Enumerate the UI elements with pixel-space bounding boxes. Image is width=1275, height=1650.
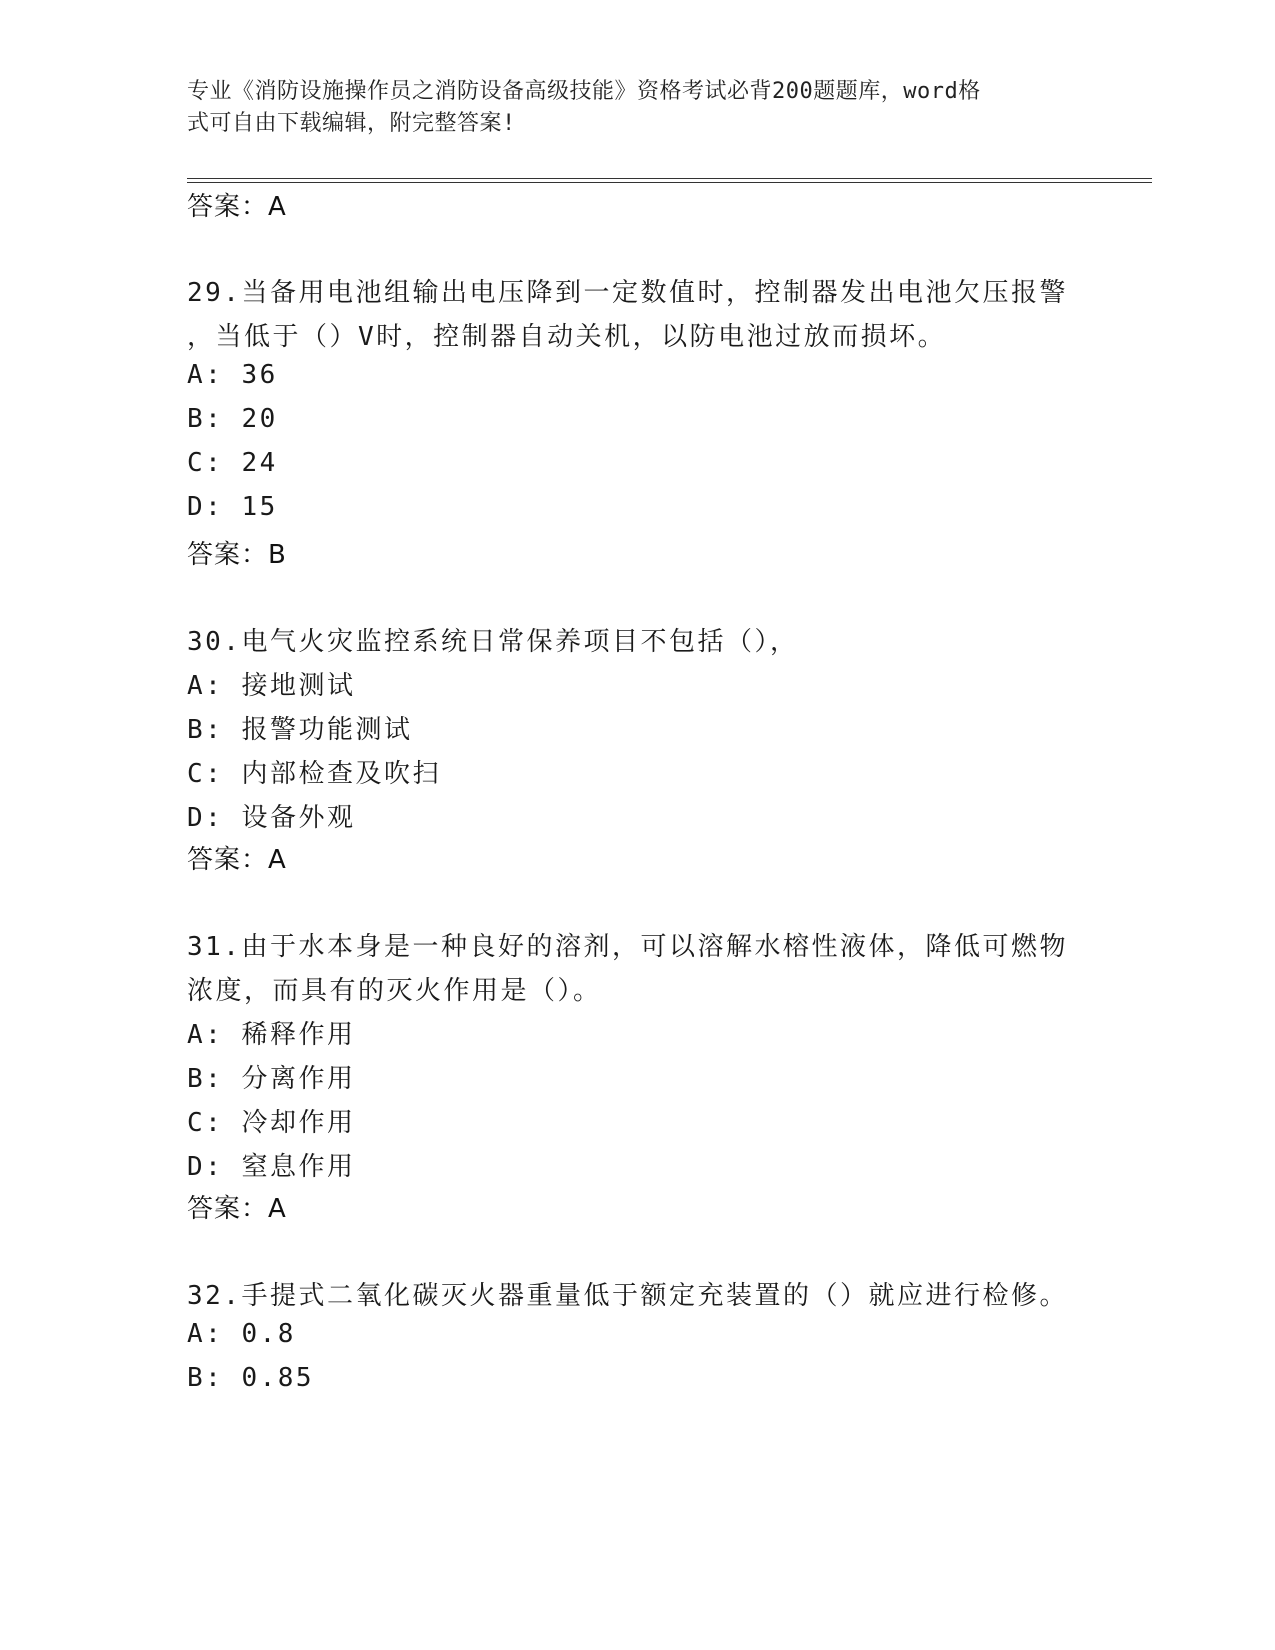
document-header <box>187 76 1067 140</box>
header-divider-top <box>187 178 1152 179</box>
question-stem-line: 32.手提式二氧化碳灭火器重量低于额定充装置的（）就应进行检修。 <box>187 1281 1068 1311</box>
option-b: B: 20 <box>187 404 278 434</box>
answer-line: 答案：A <box>187 1194 287 1224</box>
answer-line: 答案：A <box>187 845 287 875</box>
question-stem-line: 31.由于水本身是一种良好的溶剂，可以溶解水榕性液体，降低可燃物 <box>187 932 1068 962</box>
question-stem-line: 浓度，而具有的灭火作用是（）。 <box>187 976 602 1006</box>
question-stem-line: ，当低于（）V时，控制器自动关机，以防电池过放而损坏。 <box>187 322 947 352</box>
option-d: D: 设备外观 <box>187 803 356 833</box>
option-b: B: 报警功能测试 <box>187 715 413 745</box>
option-b: B: 0.85 <box>187 1363 315 1393</box>
option-c: C: 冷却作用 <box>187 1108 356 1138</box>
option-d: D: 15 <box>187 492 278 522</box>
header-divider-bottom <box>187 182 1152 183</box>
option-a: A: 接地测试 <box>187 671 356 701</box>
option-c: C: 24 <box>187 448 278 478</box>
question-stem-line: 29.当备用电池组输出电压降到一定数值时，控制器发出电池欠压报警 <box>187 278 1068 308</box>
option-a: A: 0.8 <box>187 1319 296 1349</box>
option-b: B: 分离作用 <box>187 1064 356 1094</box>
question-stem-line: 30.电气火灾监控系统日常保养项目不包括（）， <box>187 627 799 657</box>
answer-line: 答案：A <box>187 192 287 222</box>
option-a: A: 36 <box>187 360 278 390</box>
answer-line: 答案：B <box>187 540 287 570</box>
header-line-1: 专业《消防设施操作员之消防设备高级技能》资格考试必背200题题库，word格 <box>187 79 981 104</box>
option-d: D: 窒息作用 <box>187 1152 356 1182</box>
header-line-2: 式可自由下载编辑，附完整答案! <box>187 111 516 136</box>
option-c: C: 内部检查及吹扫 <box>187 759 441 789</box>
option-a: A: 稀释作用 <box>187 1020 356 1050</box>
